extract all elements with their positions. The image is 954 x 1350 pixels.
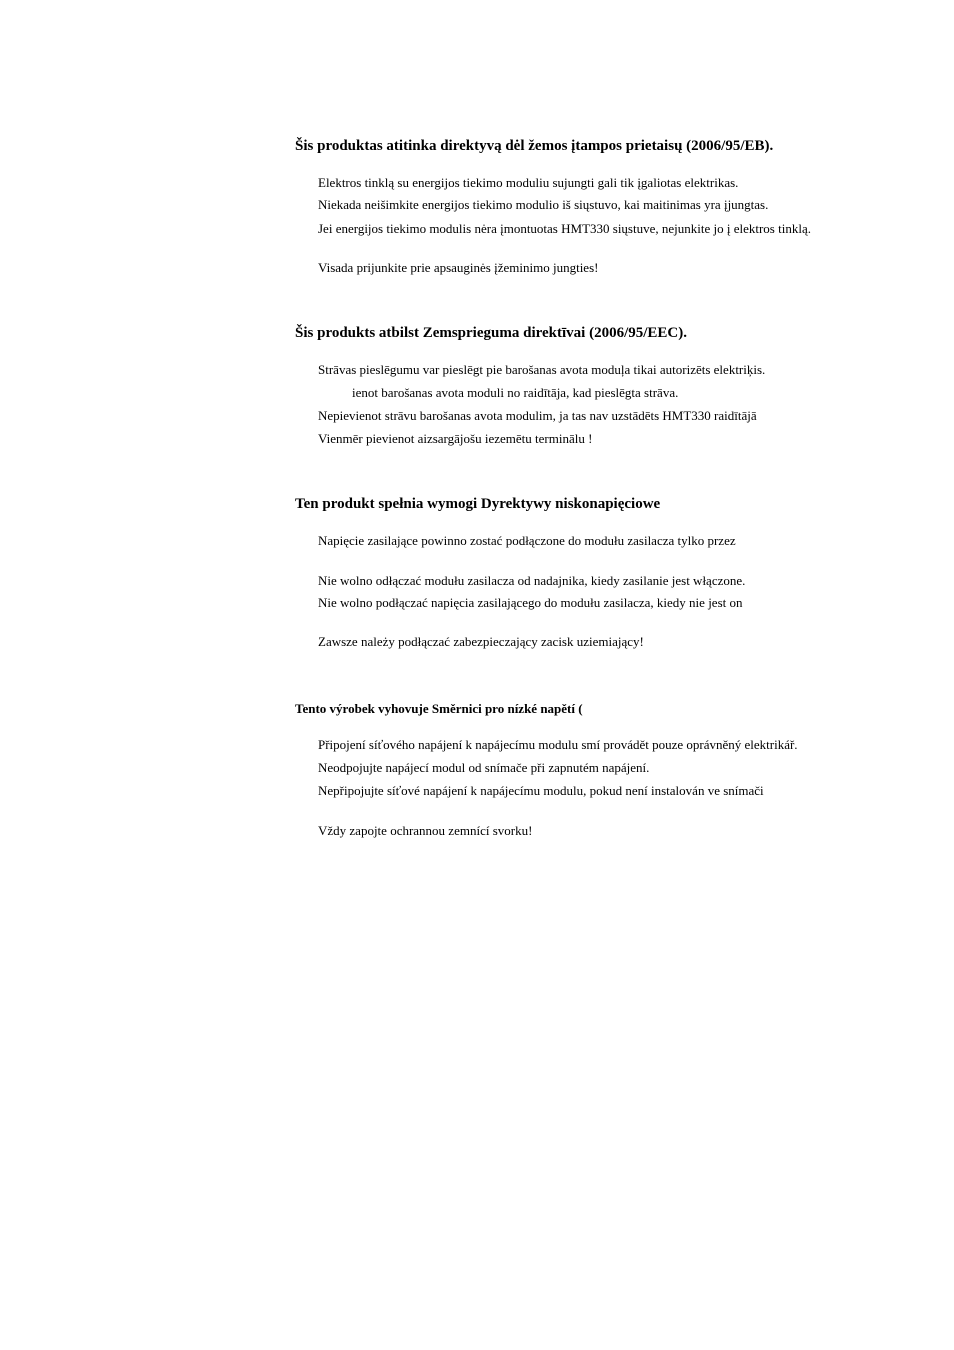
paragraph-line: Visada prijunkite prie apsauginės įžeminimo jungties! (318, 260, 599, 275)
paragraph-line: Připojení síťového napájení k napájecímu modulu smí provádět pouze oprávněný elektrikář. (318, 737, 798, 752)
paragraph-line: Nie wolno odłączać modułu zasilacza od nadajnika, kiedy zasilanie jest włączone. (318, 573, 746, 588)
paragraph-line: Nepřipojujte síťové napájení k napájecímu modulu, pokud není instalován ve snímači (318, 783, 764, 798)
paragraph-line: Nie wolno podłączać napięcia zasilającego do modułu zasilacza, kiedy nie jest on (318, 595, 743, 610)
paragraph-line: Zawsze należy podłączać zabezpieczający zacisk uziemiający! (318, 634, 644, 649)
paragraph-line: Elektros tinklą su energijos tiekimo moduliu sujungti gali tik įgaliotas elektrikas. (318, 175, 739, 190)
paragraph-line: Nepievienot strāvu barošanas avota modulim, ja tas nav uzstādēts HMT330 raidītājā (318, 408, 757, 423)
paragraph-line: Vždy zapojte ochrannou zemnící svorku! (318, 823, 533, 838)
paragraph-line: Vienmēr pievienot aizsargājošu iezemētu terminālu ! (318, 431, 593, 446)
paragraph-line: Neodpojujte napájecí modul od snímače při zapnutém napájení. (318, 760, 650, 775)
section-heading: Šis produkts atbilst Zemsprieguma direktīvai (2006/95/EEC). (295, 325, 687, 341)
paragraph-line: Jei energijos tiekimo modulis nėra įmontuotas HMT330 siųstuve, nejunkite jo į elektros tinklą. (318, 221, 811, 236)
paragraph-line: Napięcie zasilające powinno zostać podłączone do modułu zasilacza tylko przez (318, 533, 736, 548)
paragraph-line: Strāvas pieslēgumu var pieslēgt pie barošanas avota moduļa tikai autorizēts elektriķis. (318, 362, 766, 377)
section-heading: Šis produktas atitinka direktyvą dėl žemos įtampos prietaisų (2006/95/EB). (295, 138, 774, 154)
section-heading: Ten produkt spełnia wymogi Dyrektywy niskonapięciowe (295, 496, 661, 512)
paragraph-line: ienot barošanas avota moduli no raidītāja, kad pieslēgta strāva. (352, 385, 679, 400)
section-heading: Tento výrobek vyhovuje Směrnici pro nízké napětí ( (295, 701, 583, 716)
paragraph-line: Niekada neišimkite energijos tiekimo modulio iš siųstuvo, kai maitinimas yra įjungtas. (318, 197, 769, 212)
